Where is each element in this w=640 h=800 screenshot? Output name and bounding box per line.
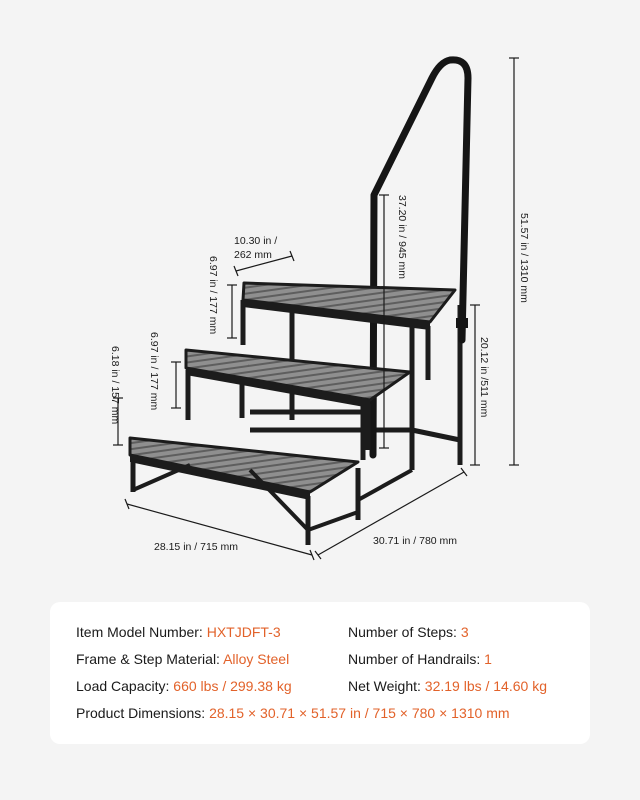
spec-handrails-label: Number of Handrails: [348, 651, 481, 667]
spec-steps-label: Number of Steps: [348, 624, 457, 640]
spec-model-label: Item Model Number: [76, 624, 203, 640]
spec-model [76, 624, 281, 640]
rail-height-label: 37.20 in / 945 mm [396, 195, 408, 280]
spec-weight [348, 678, 547, 694]
step-depth-label-line1: 10.30 in / [234, 235, 278, 247]
spec-model-value: HXTJDFT-3 [206, 624, 281, 640]
handrail [373, 60, 468, 455]
middle-rise-label: 6.97 in / 177 mm [148, 332, 160, 411]
spec-dimensions-value: 28.15 × 30.71 × 51.57 in / 715 × 780 × 1310 mm [209, 705, 510, 721]
spec-handrails [348, 651, 492, 667]
spec-material-value: Alloy Steel [223, 651, 290, 667]
spec-dimensions [76, 705, 510, 721]
spec-weight-value: 32.19 lbs / 14.60 kg [424, 678, 547, 694]
stair-unit [130, 60, 468, 545]
spec-dimensions-label: Product Dimensions: [76, 705, 206, 721]
spec-steps-value: 3 [460, 624, 469, 640]
spec-material-label: Frame & Step Material: [76, 651, 220, 667]
bottom-rise-label: 6.18 in / 157 mm [109, 346, 121, 425]
spec-handrails-value: 1 [484, 651, 492, 667]
spec-load [76, 678, 292, 694]
spec-weight-label: Net Weight: [348, 678, 421, 694]
platform-height-label: 20.12 in /511 mm [478, 337, 490, 418]
step-depth-label-line2: 262 mm [234, 249, 272, 261]
spec-card [50, 602, 590, 744]
spec-steps [348, 624, 469, 640]
length-label: 30.71 in / 780 mm [373, 535, 458, 547]
total-height-label: 51.57 in / 1310 mm [518, 213, 530, 303]
width-label: 28.15 in / 715 mm [154, 541, 239, 553]
spec-material [76, 651, 289, 667]
spec-load-label: Load Capacity: [76, 678, 170, 694]
spec-load-value: 660 lbs / 299.38 kg [173, 678, 292, 694]
top-rise-label: 6.97 in / 177 mm [207, 256, 219, 335]
